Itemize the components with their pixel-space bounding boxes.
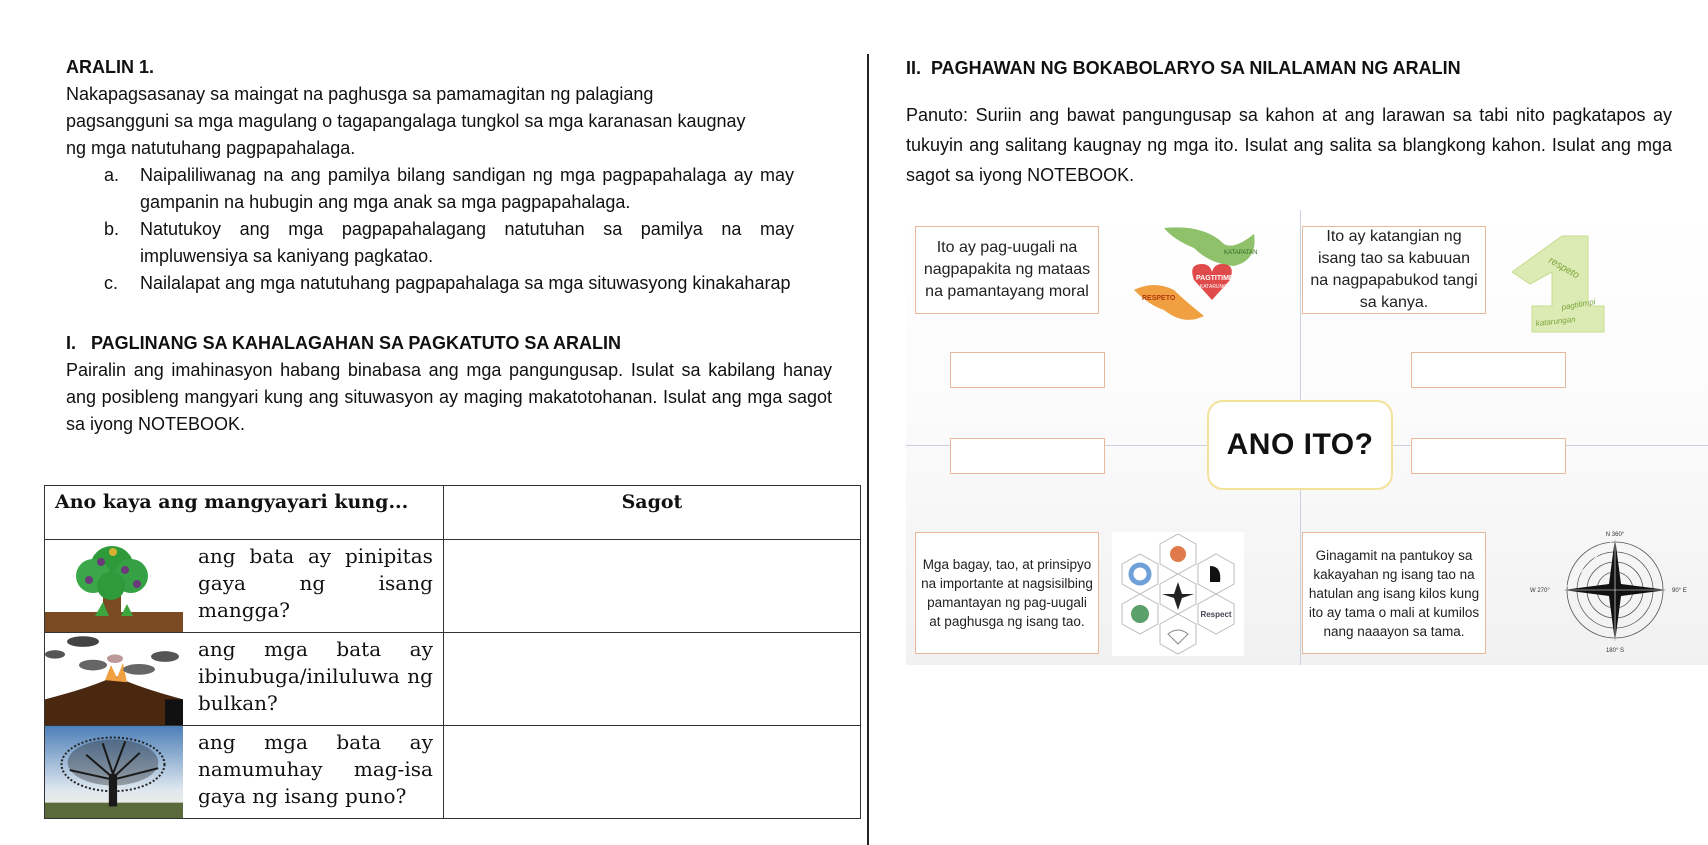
section-2-title: II. PAGHAWAN NG BOKABOLARYO SA NILALAMAN NG ARALIN [906, 58, 1461, 78]
clue-box-4: Ginagamit na pantukoy sa kakayahan ng isang tao na hatulan ang isang kilos kung ito ay tama o mali at kumilos nang naaayon sa tama. [1302, 532, 1486, 654]
question-text: ang bata ay pinipitas gaya ng isang mangga? [198, 544, 433, 622]
answer-cell[interactable] [443, 633, 860, 726]
section-2-instructions: Panuto: Suriin ang bawat pangungusap sa kahon at ang larawan sa tabi nito pagkatapos ay tukuyin ang salitang kaugnay ng mga ito. Isulat ang salita sa blangkong kahon. Isulat ang mga sagot sa iyong NOTEBOOK. [906, 105, 1672, 185]
vocabulary-activity [906, 210, 1708, 665]
svg-text:pagtitimpi: pagtitimpi [1560, 297, 1597, 312]
compass-south-label: 180° S [1605, 648, 1625, 654]
answer-box-3[interactable] [950, 438, 1105, 474]
svg-text:katarungan: katarungan [1535, 314, 1577, 328]
clue-box-1: Ito ay pag-uugali na nagpapakita ng mataas na pamantayang moral [915, 226, 1099, 314]
objective-item [104, 270, 794, 297]
answer-cell[interactable] [443, 726, 860, 819]
compass-north-label: N 360° [1605, 532, 1625, 538]
lone-tree-image [45, 726, 183, 818]
compass-rose-image [1526, 528, 1704, 658]
number-one-wordcloud-image [1508, 232, 1608, 336]
objective-letter: a. [104, 165, 120, 185]
center-question-label: ANO ITO? [1207, 400, 1393, 490]
question-cell [45, 633, 444, 726]
question-text: ang mga bata ay namumuhay mag-isa gaya ng isang puno? [198, 730, 433, 808]
question-cell [45, 540, 444, 633]
svg-text:KATARUNGAN: KATARUNGAN [1200, 284, 1234, 290]
clue-box-3: Mga bagay, tao, at prinsipyo na importante at nagsisilbing pamantayan ng pag-uugali at paghusga ng isang tao. [915, 532, 1099, 654]
lesson-title: ARALIN 1. [66, 57, 155, 77]
answer-box-4[interactable] [1411, 438, 1566, 474]
table-row [45, 633, 861, 726]
objective-text: Natutukoy ang mga pagpapahalagang natutuhan sa pamilya na may impluwensiya sa kaniyang pagkatao. [140, 219, 794, 266]
right-column [906, 54, 1672, 190]
compass-west-label: W 270° [1530, 588, 1550, 594]
svg-text:KATAPATAN: KATAPATAN [1224, 250, 1258, 256]
lesson-objective: Nakapagsasanay sa maingat na paghusga sa pamamagitan ng palagiang pagsangguni sa mga magulang o tagapangalaga tungkol sa mga karanasan kaugnay ng mga natutuhang pagpapahalaga. [66, 84, 746, 158]
answer-box-1[interactable] [950, 352, 1105, 388]
left-column [66, 54, 832, 438]
svg-text:RESPETO: RESPETO [1142, 295, 1176, 302]
objective-item [104, 162, 794, 216]
table-header-row [45, 486, 861, 540]
volcano-image [45, 633, 183, 725]
table-row [45, 540, 861, 633]
objectives-list [104, 162, 794, 297]
column-header-question: Ano kaya ang mangyayari kung... [45, 486, 444, 540]
section-1-title: I. PAGLINANG SA KAHALAGAHAN SA PAGKATUTO SA ARALIN [66, 333, 621, 353]
mango-tree-image [45, 540, 183, 632]
imagination-table [44, 485, 861, 819]
objective-item [104, 216, 794, 270]
objective-letter: b. [104, 219, 120, 239]
column-header-answer: Sagot [443, 486, 860, 540]
respect-label: Respect [1200, 610, 1232, 619]
objective-text: Naipaliliwanag na ang pamilya bilang sandigan ng mga pagpapahalaga ay may gampanin na hubugin ang mga anak sa mga pagpapahalaga. [140, 165, 794, 212]
question-text: ang mga bata ay ibinubuga/iniluluwa ng bulkan? [198, 637, 433, 715]
clue-box-2: Ito ay katangian ng isang tao sa kabuuan na nagpapabukod tangi sa kanya. [1302, 226, 1486, 314]
question-cell [45, 726, 444, 819]
answer-cell[interactable] [443, 540, 860, 633]
column-divider [867, 54, 869, 845]
hands-heart-wordcloud-image [1124, 220, 1264, 330]
objective-letter: c. [104, 273, 119, 293]
compass-east-label: 90° E [1672, 588, 1687, 594]
table-row [45, 726, 861, 819]
svg-text:respeto: respeto [1546, 255, 1581, 282]
values-hexagon-collage-image [1112, 532, 1244, 656]
answer-box-2[interactable] [1411, 352, 1566, 388]
section-1-instructions: Pairalin ang imahinasyon habang binabasa ang mga pangungusap. Isulat sa kabilang hanay ang posibleng mangyari kung ang situwasyon ay maging makatotohanan. Isulat ang mga sagot sa iyong NOTEBOOK. [66, 360, 832, 434]
svg-text:PAGTITIMPI: PAGTITIMPI [1196, 275, 1236, 282]
objective-text: Nailalapat ang mga natutuhang pagpapahalaga sa mga situwasyong kinakaharap [140, 273, 791, 293]
